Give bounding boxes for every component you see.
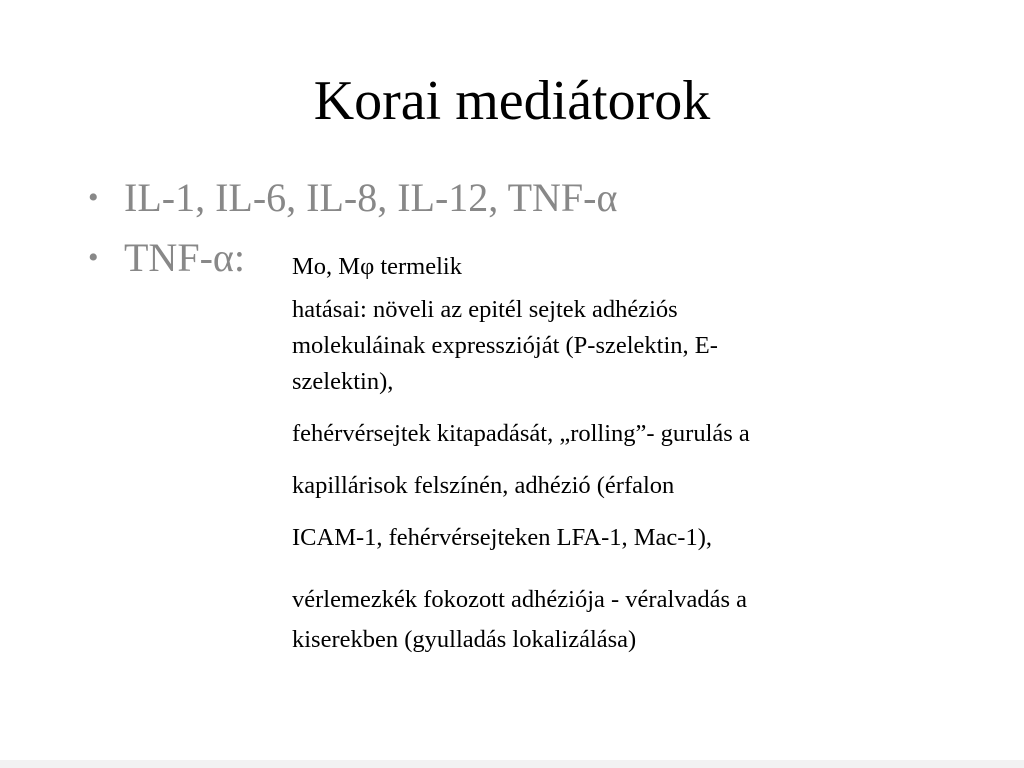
tnf-effects-text: [292, 292, 952, 400]
detail-line: szelektin),: [292, 368, 394, 395]
tnf-producer-text: [292, 250, 952, 284]
detail-line: ICAM-1, fehérvérsejteken LFA-1, Mac-1),: [292, 524, 712, 551]
detail-line: hatásai: növeli az epitél sejtek adhéziós: [292, 296, 678, 323]
bullet-text: TNF-α:: [124, 235, 245, 280]
bullet-marker: •: [88, 241, 99, 274]
bullet-marker: •: [88, 181, 99, 214]
slide-title: Korai mediátorok: [313, 70, 711, 132]
detail-line: molekuláinak expresszióját (P-szelektin, E-: [292, 332, 718, 359]
bottom-divider: [0, 760, 1024, 768]
bullet-item-mediators: [88, 174, 617, 222]
bullet-text: IL-1, IL-6, IL-8, IL-12, TNF-α: [124, 175, 618, 220]
platelet-adhesion-text: [292, 580, 952, 660]
detail-line: fehérvérsejtek kitapadását, „rolling”- gurulás a: [292, 420, 750, 447]
detail-line: Mo, Mφ termelik: [292, 253, 462, 280]
detail-line: kiserekben (gyulladás lokalizálása): [292, 626, 637, 653]
detail-line: vérlemezkék fokozott adhéziója - véralvadás a: [292, 586, 748, 613]
detail-line: kapillárisok felszínén, adhézió (érfalon: [292, 472, 675, 499]
leukocyte-adhesion-text: [292, 414, 952, 558]
bullet-item-tnf-alpha: [88, 234, 245, 282]
